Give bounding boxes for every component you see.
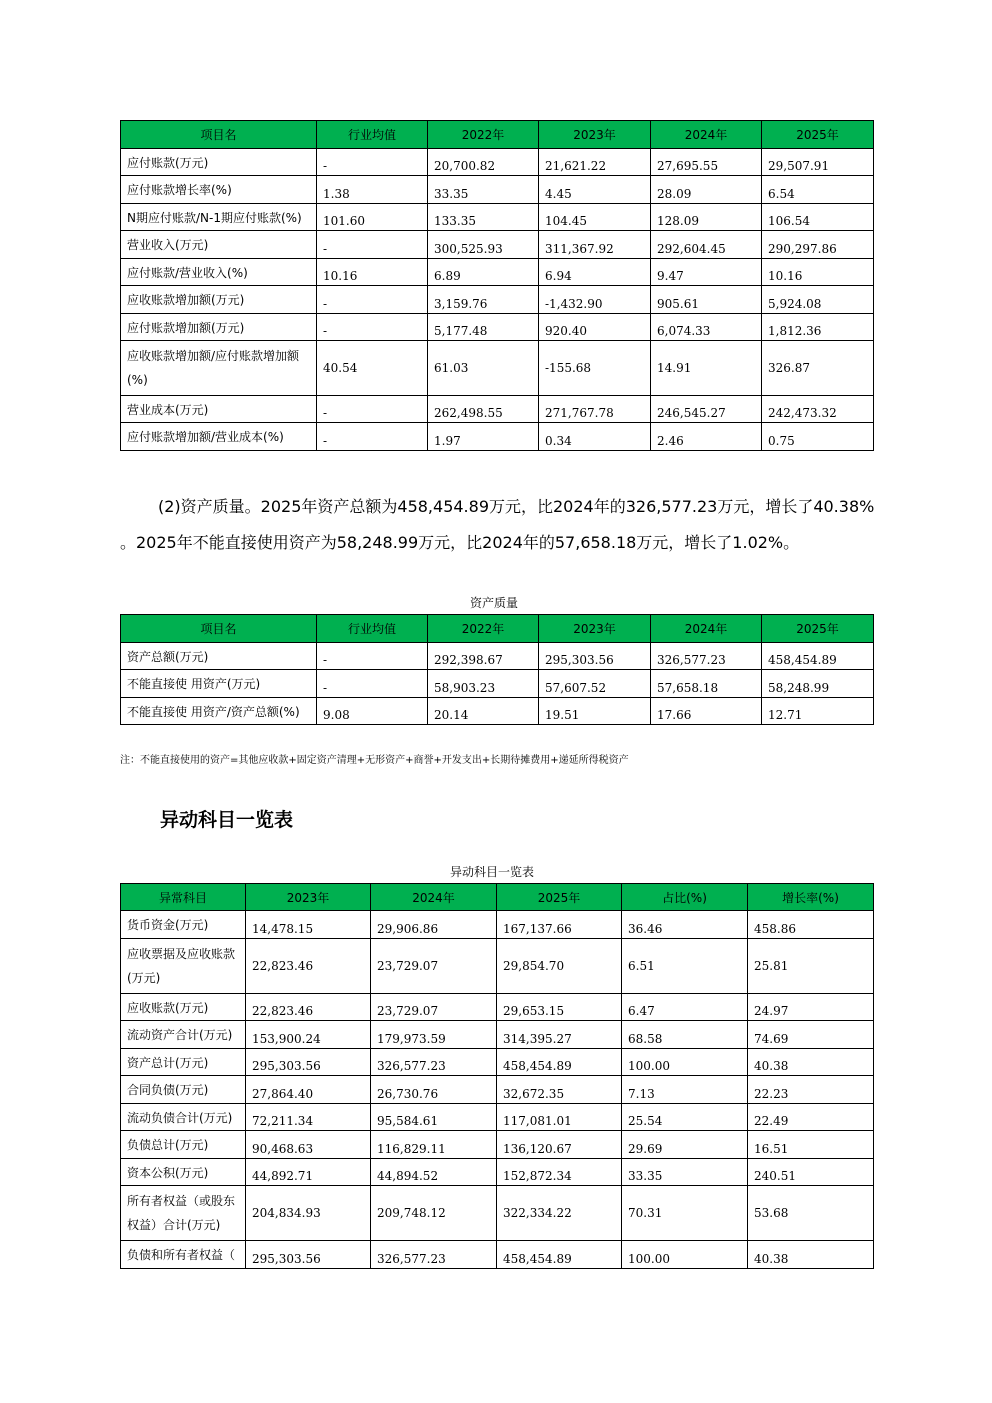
table-cell: 152,872.34	[497, 1159, 622, 1186]
table-cell: 57,658.18	[651, 670, 762, 698]
row-label: 应付账款/营业收入(%)	[121, 259, 317, 286]
column-header: 项目名	[121, 615, 317, 643]
table-cell: -	[317, 670, 428, 698]
column-header: 项目名	[121, 121, 317, 149]
row-label: 应收账款(万元)	[121, 994, 246, 1021]
table-cell: 116,829.11	[371, 1131, 497, 1159]
row-label: 应付账款增长率(%)	[121, 176, 317, 204]
table-cell: 1.97	[428, 423, 539, 451]
table-cell: 23,729.07	[371, 994, 497, 1021]
table-cell: 271,767.78	[539, 396, 651, 423]
table-cell: 290,297.86	[762, 231, 874, 259]
table-cell: 920.40	[539, 314, 651, 341]
row-label: 不能直接使 用资产(万元)	[121, 670, 317, 698]
table-cell: 0.34	[539, 423, 651, 451]
table-cell: 12.71	[762, 698, 874, 725]
table-row	[121, 149, 874, 176]
table-cell: 1.38	[317, 176, 428, 204]
table-cell: 10.16	[317, 259, 428, 286]
column-header: 2022年	[428, 615, 539, 643]
table-cell: 262,498.55	[428, 396, 539, 423]
table-cell: -	[317, 149, 428, 176]
row-label: 资产总计(万元)	[121, 1049, 246, 1076]
table-row	[121, 911, 874, 939]
table-cell: 33.35	[428, 176, 539, 204]
row-label: 应收账款增加额(万元)	[121, 286, 317, 314]
table-cell: 61.03	[428, 341, 539, 396]
table-row	[121, 259, 874, 286]
table-cell: 100.00	[622, 1241, 748, 1269]
table-cell: 29,854.70	[497, 939, 622, 994]
table-cell: 95,584.61	[371, 1104, 497, 1131]
column-header: 行业均值	[317, 121, 428, 149]
table-cell: 20.14	[428, 698, 539, 725]
table-row	[121, 1104, 874, 1131]
column-header: 2023年	[246, 884, 371, 911]
table-cell: 2.46	[651, 423, 762, 451]
column-header: 增长率(%)	[748, 884, 874, 911]
row-label: 负债总计(万元)	[121, 1131, 246, 1159]
table-row	[121, 286, 874, 314]
table-cell: 29.69	[622, 1131, 748, 1159]
table-row	[121, 1186, 874, 1241]
table-cell: 70.31	[622, 1186, 748, 1241]
asset-quality-paragraph	[120, 489, 900, 561]
table-cell: -1,432.90	[539, 286, 651, 314]
table-cell: 27,695.55	[651, 149, 762, 176]
table-row	[121, 204, 874, 231]
table-cell: 14,478.15	[246, 911, 371, 939]
table-cell: 25.54	[622, 1104, 748, 1131]
column-header: 占比(%)	[622, 884, 748, 911]
asset-quality-table	[120, 614, 874, 725]
table-cell: 40.38	[748, 1049, 874, 1076]
table-cell: 240.51	[748, 1159, 874, 1186]
table-cell: 458,454.89	[497, 1049, 622, 1076]
table-cell: 20,700.82	[428, 149, 539, 176]
table-cell: 905.61	[651, 286, 762, 314]
table-cell: 326.87	[762, 341, 874, 396]
table-cell: 6.47	[622, 994, 748, 1021]
row-label: 应付账款增加额(万元)	[121, 314, 317, 341]
row-label: 营业收入(万元)	[121, 231, 317, 259]
table-cell: -	[317, 314, 428, 341]
table-cell: 326,577.23	[371, 1049, 497, 1076]
table-cell: 3,159.76	[428, 286, 539, 314]
table-cell: 311,367.92	[539, 231, 651, 259]
table-cell: 44,894.52	[371, 1159, 497, 1186]
row-label: 营业成本(万元)	[121, 396, 317, 423]
table-cell: 326,577.23	[651, 643, 762, 670]
table-cell: 58,248.99	[762, 670, 874, 698]
column-header: 2024年	[371, 884, 497, 911]
column-header: 2022年	[428, 121, 539, 149]
table-caption: 异动科目一览表	[450, 865, 535, 879]
table-row	[121, 423, 874, 451]
table-row	[121, 1021, 874, 1049]
row-label: 资本公积(万元)	[121, 1159, 246, 1186]
table-cell: -	[317, 643, 428, 670]
row-label: 资产总额(万元)	[121, 643, 317, 670]
table-cell: 136,120.67	[497, 1131, 622, 1159]
table-cell: -155.68	[539, 341, 651, 396]
table-row	[121, 643, 874, 670]
table-cell: 44,892.71	[246, 1159, 371, 1186]
table-cell: 6.51	[622, 939, 748, 994]
column-header: 2025年	[762, 121, 874, 149]
table-row	[121, 314, 874, 341]
table-cell: 16.51	[748, 1131, 874, 1159]
table-cell: 242,473.32	[762, 396, 874, 423]
row-label: 应收票据及应收账款(万元)	[121, 939, 246, 994]
section-heading: 异动科目一览表	[160, 809, 294, 831]
table-cell: 29,507.91	[762, 149, 874, 176]
table-cell: 40.54	[317, 341, 428, 396]
column-header: 2024年	[651, 121, 762, 149]
table-cell: 4.45	[539, 176, 651, 204]
table-cell: 58,903.23	[428, 670, 539, 698]
table-cell: 9.47	[651, 259, 762, 286]
table-cell: 458.86	[748, 911, 874, 939]
table-row	[121, 341, 874, 396]
row-label: 应付账款(万元)	[121, 149, 317, 176]
table-cell: 29,653.15	[497, 994, 622, 1021]
table-cell: 19.51	[539, 698, 651, 725]
table-cell: 33.35	[622, 1159, 748, 1186]
table-cell: 128.09	[651, 204, 762, 231]
table-row	[121, 670, 874, 698]
table-cell: 6,074.33	[651, 314, 762, 341]
table-cell: 68.58	[622, 1021, 748, 1049]
table-cell: 209,748.12	[371, 1186, 497, 1241]
row-label: 应付账款增加额/营业成本(%)	[121, 423, 317, 451]
column-header: 行业均值	[317, 615, 428, 643]
table-cell: 300,525.93	[428, 231, 539, 259]
table-row	[121, 396, 874, 423]
table-cell: -	[317, 231, 428, 259]
table-cell: 25.81	[748, 939, 874, 994]
table-cell: 292,398.67	[428, 643, 539, 670]
table-cell: 22.23	[748, 1076, 874, 1104]
paragraph-line: 。2025年不能直接使用资产为58,248.99万元，比2024年的57,658.18万元，增长了1.02%。	[120, 533, 800, 552]
table-caption: 资产质量	[470, 596, 519, 610]
table-cell: 32,672.35	[497, 1076, 622, 1104]
table-cell: 292,604.45	[651, 231, 762, 259]
row-label: 流动资产合计(万元)	[121, 1021, 246, 1049]
row-label: 应收账款增加额/应付账款增加额(%)	[121, 341, 317, 396]
table-cell: 5,177.48	[428, 314, 539, 341]
table-cell: 204,834.93	[246, 1186, 371, 1241]
table-header-row	[121, 884, 874, 911]
table-row	[121, 1131, 874, 1159]
table-row	[121, 1241, 874, 1269]
column-header: 2025年	[497, 884, 622, 911]
table-cell: 295,303.56	[246, 1241, 371, 1269]
table-cell: 314,395.27	[497, 1021, 622, 1049]
table-cell: 101.60	[317, 204, 428, 231]
table-cell: 7.13	[622, 1076, 748, 1104]
table-cell: 104.45	[539, 204, 651, 231]
row-label: 不能直接使 用资产/资产总额(%)	[121, 698, 317, 725]
payables-table	[120, 120, 874, 451]
table-cell: 6.89	[428, 259, 539, 286]
table-cell: 6.54	[762, 176, 874, 204]
row-label: 流动负债合计(万元)	[121, 1104, 246, 1131]
table-cell: 246,545.27	[651, 396, 762, 423]
table-row	[121, 698, 874, 725]
table-cell: 133.35	[428, 204, 539, 231]
column-header: 2025年	[762, 615, 874, 643]
table-cell: 57,607.52	[539, 670, 651, 698]
table-cell: -	[317, 286, 428, 314]
abnormal-items-table	[120, 883, 874, 1269]
table-cell: 458,454.89	[762, 643, 874, 670]
table-cell: 28.09	[651, 176, 762, 204]
table-row	[121, 994, 874, 1021]
table-cell: 22,823.46	[246, 994, 371, 1021]
table-cell: 27,864.40	[246, 1076, 371, 1104]
table-cell: 322,334.22	[497, 1186, 622, 1241]
table-cell: 167,137.66	[497, 911, 622, 939]
table-cell: 117,081.01	[497, 1104, 622, 1131]
table-cell: 74.69	[748, 1021, 874, 1049]
table-cell: 295,303.56	[246, 1049, 371, 1076]
table-cell: 1,812.36	[762, 314, 874, 341]
table-cell: 326,577.23	[371, 1241, 497, 1269]
table-header-row	[121, 121, 874, 149]
table-cell: 21,621.22	[539, 149, 651, 176]
table-cell: 26,730.76	[371, 1076, 497, 1104]
column-header: 2023年	[539, 121, 651, 149]
paragraph-line: (2)资产质量。2025年资产总额为458,454.89万元，比2024年的326,577.23万元，增长了40.38%	[158, 497, 875, 516]
table-cell: 5,924.08	[762, 286, 874, 314]
footnote: 注：不能直接使用的资产=其他应收款+固定资产清理+无形资产+商誉+开发支出+长期待摊费用+递延所得税资产	[120, 755, 629, 766]
table-cell: 22.49	[748, 1104, 874, 1131]
row-label: 合同负债(万元)	[121, 1076, 246, 1104]
row-label: 货币资金(万元)	[121, 911, 246, 939]
table-cell: 295,303.56	[539, 643, 651, 670]
row-label: 负债和所有者权益（	[121, 1241, 246, 1269]
table-cell: 6.94	[539, 259, 651, 286]
column-header: 异常科目	[121, 884, 246, 911]
table-cell: 9.08	[317, 698, 428, 725]
table-cell: 10.16	[762, 259, 874, 286]
table-cell: 40.38	[748, 1241, 874, 1269]
table-cell: 24.97	[748, 994, 874, 1021]
column-header: 2023年	[539, 615, 651, 643]
table-cell: 72,211.34	[246, 1104, 371, 1131]
table-row	[121, 231, 874, 259]
row-label: N期应付账款/N-1期应付账款(%)	[121, 204, 317, 231]
table-cell: 23,729.07	[371, 939, 497, 994]
table-cell: 53.68	[748, 1186, 874, 1241]
table-cell: 17.66	[651, 698, 762, 725]
table-row	[121, 176, 874, 204]
row-label: 所有者权益（或股东权益）合计(万元)	[121, 1186, 246, 1241]
table-row	[121, 1159, 874, 1186]
table-cell: 179,973.59	[371, 1021, 497, 1049]
table-row	[121, 1049, 874, 1076]
table-cell: 36.46	[622, 911, 748, 939]
table-row	[121, 939, 874, 994]
table-header-row	[121, 615, 874, 643]
table-cell: 29,906.86	[371, 911, 497, 939]
table-cell: 153,900.24	[246, 1021, 371, 1049]
table-cell: 458,454.89	[497, 1241, 622, 1269]
column-header: 2024年	[651, 615, 762, 643]
table-cell: 14.91	[651, 341, 762, 396]
table-cell: 100.00	[622, 1049, 748, 1076]
table-cell: 22,823.46	[246, 939, 371, 994]
table-cell: 0.75	[762, 423, 874, 451]
table-cell: -	[317, 423, 428, 451]
table-cell: 106.54	[762, 204, 874, 231]
table-cell: 90,468.63	[246, 1131, 371, 1159]
table-cell: -	[317, 396, 428, 423]
table-row	[121, 1076, 874, 1104]
